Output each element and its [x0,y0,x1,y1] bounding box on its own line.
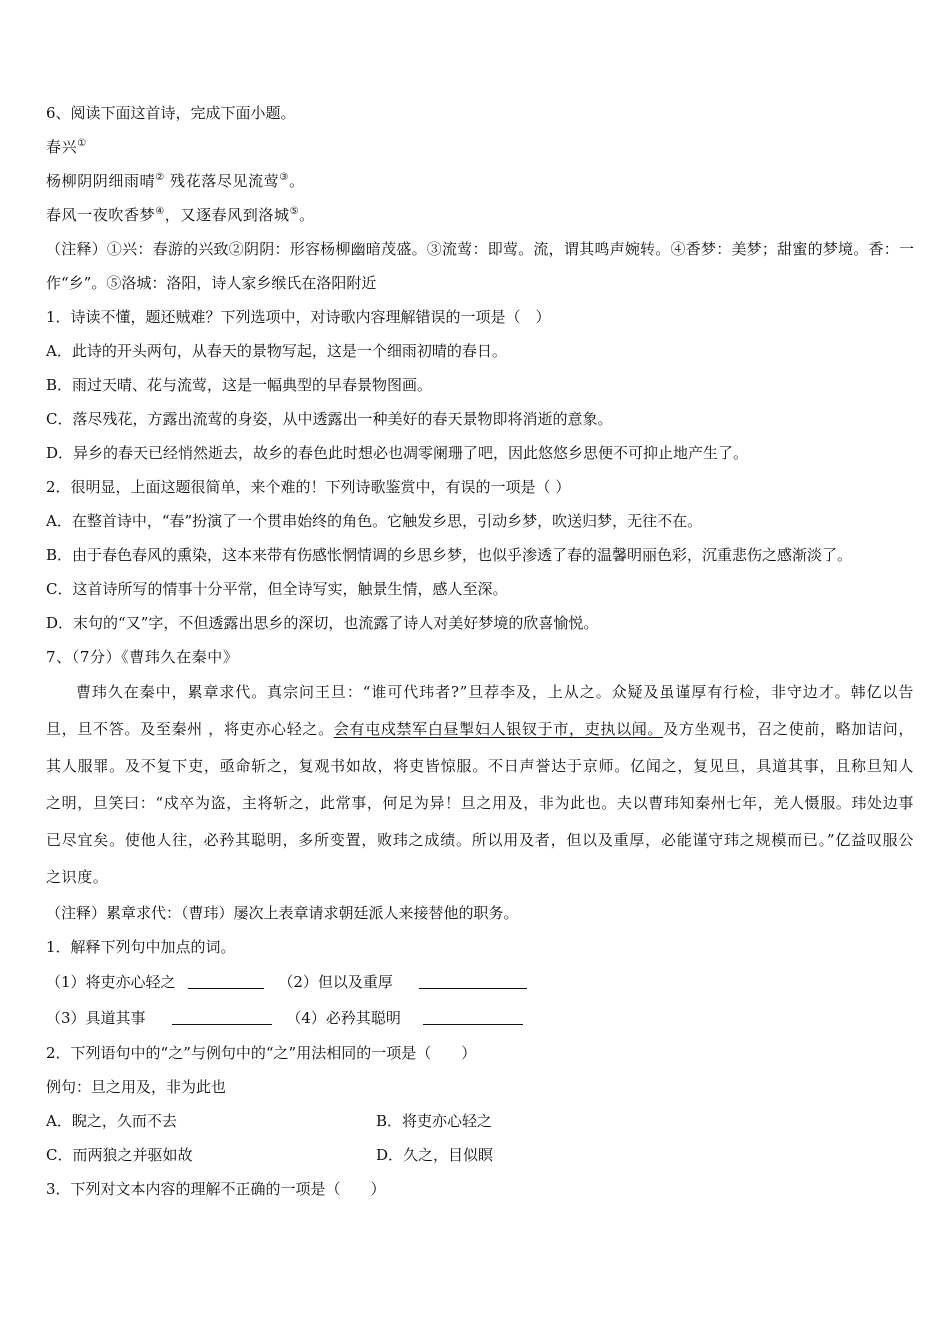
q7-sub1-row-2 [46,1000,914,1036]
q7-sub1-item-1: （1）将吏亦心轻之 [46,973,176,991]
poem-title-note-mark: ① [77,138,87,149]
q7-sub1-row-1 [46,964,914,1000]
poem-notes: （注释）①兴：春游的兴致②阴阴：形容杨柳幽暗茂盛。③流莺：即莺。流，谓其鸣声婉转。④香梦：美梦；甜蜜的梦境。香：一作“乡”。⑤洛城：洛阳，诗人家乡缑氏在洛阳附近 [46,240,914,292]
q6-sub2-option-b: B．由于春色春风的熏染，这本来带有伤感怅惘情调的乡思乡梦，也似乎渗透了春的温馨明丽色彩，沉重悲伤之感渐淡了。 [46,546,853,564]
q7-sub2-option-d: D．久之，目似瞑 [376,1146,494,1164]
passage-text [46,674,914,896]
q6-sub2-option-a: A．在整首诗中，“春”扮演了一个贯串始终的角色。它触发乡思，引动乡梦，吹送归梦，无往不在。 [46,512,703,530]
q7-sub2-option-c: C．而两狼之并驱如故 [46,1146,193,1164]
answer-blank-3[interactable] [172,1010,272,1025]
poem-line-2-part-b: ，又逐春风到洛城 [164,206,290,224]
document-page [46,96,914,1206]
q6-sub1-option-a: A．此诗的开头两句，从春天的景物写起，这是一个细雨初晴的春日。 [46,342,507,360]
poem-title-text: 春兴 [46,138,78,156]
passage-underlined-sentence: 会有屯戍禁军白昼掣妇人银钗于市，吏执以闻。 [333,720,664,738]
q6-sub1-stem: 1．诗读不懂，题还贼难？下列选项中，对诗歌内容理解错误的一项是（ ） [46,308,551,326]
poem-line-1-part-b: 残花落尽见流莺 [164,172,280,190]
q7-sub2-option-b: B．将吏亦心轻之 [376,1112,493,1130]
answer-blank-2[interactable] [419,974,527,989]
q6-sub1-option-b: B．雨过天晴、花与流莺，这是一幅典型的早春景物图画。 [46,376,433,394]
q7-sub1-stem: 1．解释下列句中加点的词。 [46,938,236,956]
question-6-heading: 6、阅读下面这首诗，完成下面小题。 [46,104,296,122]
q7-sub2-example: 例句：旦之用及，非为此也 [46,1078,227,1096]
q7-sub2-options-row-1 [46,1104,914,1138]
poem-line-2 [46,198,914,232]
q7-sub1-item-3: （3）具道其事 [46,1009,146,1027]
q7-sub1-item-4: （4）必矜其聪明 [286,1009,401,1027]
passage-note: （注释）累章求代：（曹玮）屡次上表章请求朝廷派人来接替他的职务。 [46,904,519,922]
poem-line-1 [46,164,914,198]
poem-line-1-end: 。 [288,172,305,190]
poem-note-mark-2: ② [155,172,165,183]
q6-sub1-option-d: D．异乡的春天已经悄然逝去，故乡的春色此时想必也凋零阑珊了吧，因此悠悠乡思便不可抑止地产生了。 [46,444,749,462]
passage-part-b: 及方坐观书，召之使前，略加诘问，其人服罪。及不复下吏，亟命斩之，复观书如故，将吏皆惊服。不日声誉达于京师。亿闻之，复见旦，具道其事，且称旦知人之明，旦笑曰：“戍卒为盗，主将斩之，此常事，何足为异！旦之用及，非为此也。夫以曹玮知秦州七年，羌人慑服。玮处边事已尽宜矣。使他人往，必矜其聪明，多所变置，败玮之成绩。所以用及者，但以及重厚，必能谨守玮之规模而已。”亿益叹服公之识度。 [46,720,914,886]
q7-sub2-stem: 2．下列语句中的“之”与例句中的“之”用法相同的一项是（ ） [46,1044,477,1062]
q7-sub1-item-2: （2）但以及重厚 [278,973,393,991]
poem-line-2-part-a: 春风一夜吹香梦 [46,206,156,224]
answer-blank-1[interactable] [188,974,264,989]
question-7-heading: 7、（7分）《曹玮久在秦中》 [46,648,239,666]
answer-blank-4[interactable] [423,1010,523,1025]
q7-sub2-option-a: A．睨之，久而不去 [46,1112,177,1130]
poem-line-2-end: 。 [299,206,315,224]
poem-title [46,130,914,164]
q6-sub1-option-c: C．落尽残花，方露出流莺的身姿，从中透露出一种美好的春天景物即将消逝的意象。 [46,410,613,428]
poem-line-1-part-a: 杨柳阴阴细雨晴 [46,172,156,190]
q6-sub2-option-d: D．末句的“又”字，不但透露出思乡的深切，也流露了诗人对美好梦境的欣喜愉悦。 [46,614,599,632]
poem-note-mark-3: ③ [279,172,289,183]
poem-note-mark-4: ④ [155,206,165,217]
q6-sub2-option-c: C．这首诗所写的情事十分平常，但全诗写实，触景生情，感人至深。 [46,580,508,598]
q7-sub2-options-row-2 [46,1138,914,1172]
passage-part-a: 曹玮久在秦中，累章求代。真宗问王旦：“谁可代玮者?”旦荐李及，上从之。众疑及虽谨厚有行检，非守边才。韩亿以告旦，旦不答。及至秦州 ，将吏亦心轻之。 [46,683,914,738]
q6-sub2-stem: 2．很明显，上面这题很简单，来个难的！下列诗歌鉴赏中，有误的一项是（ ） [46,478,571,496]
poem-note-mark-5: ⑤ [289,206,300,217]
q7-sub3-stem: 3．下列对文本内容的理解不正确的一项是（ ） [46,1180,386,1198]
